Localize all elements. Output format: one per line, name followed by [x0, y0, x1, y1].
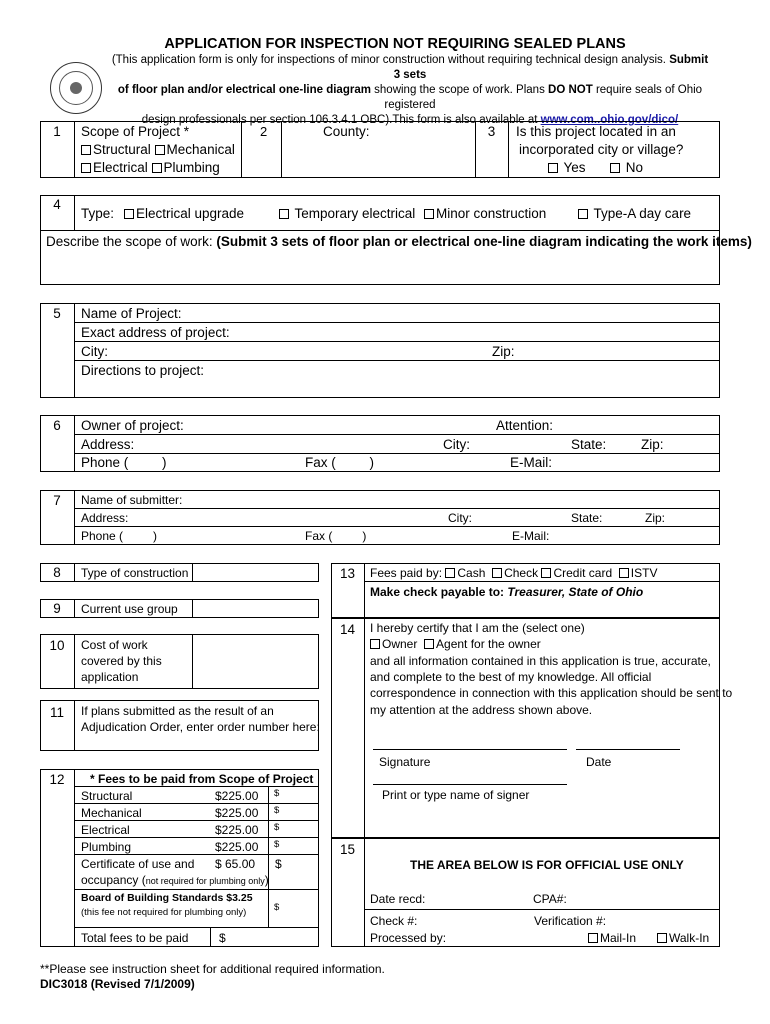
fee-mechanical-dollar: $ — [274, 805, 280, 816]
intro-line1: (This application form is only for inspections of minor construction without requiring technical design analysis. — [111, 54, 670, 66]
section-15-number: 15 — [339, 842, 356, 857]
date-label: Date — [586, 755, 612, 769]
option-label: Agent for the owner — [436, 637, 541, 651]
fee-bbs-note: (this fee not required for plumbing only) — [81, 907, 247, 918]
fee-plumbing-label: Plumbing — [81, 840, 132, 854]
option-label: Mechanical — [166, 142, 235, 157]
fee-plumbing-dollar: $ — [274, 839, 280, 850]
cost-label-1: Cost of work — [81, 638, 148, 652]
project-city-label: City: — [81, 344, 108, 359]
fee-electrical-dollar: $ — [274, 822, 280, 833]
fee-occupancy-label — [81, 873, 269, 888]
submitter-address-label: Address: — [81, 511, 129, 525]
form-id: DIC3018 (Revised 7/1/2009) — [40, 977, 195, 991]
submitter-fax-label: Fax ( ) — [305, 529, 367, 543]
cost-label-2: covered by this — [81, 654, 162, 668]
checkbox[interactable] — [578, 209, 588, 219]
option-label: Cash — [457, 566, 486, 580]
date-recd-label: Date recd: — [370, 892, 426, 906]
verification-label: Verification #: — [534, 914, 607, 928]
scope-structural[interactable] — [81, 142, 235, 158]
fee-mechanical-amount: $225.00 — [215, 806, 259, 820]
payable-label: Make check payable to: — [370, 585, 508, 599]
option-label: Electrical upgrade — [136, 206, 245, 221]
checkbox-cash[interactable] — [445, 568, 455, 578]
project-address-label: Exact address of project: — [81, 325, 230, 340]
checkbox[interactable] — [610, 163, 620, 173]
checkbox-credit[interactable] — [541, 568, 551, 578]
section-7-number: 7 — [53, 493, 61, 508]
occupancy-text: occupancy ( — [81, 873, 146, 887]
total-fees-label: Total fees to be paid — [81, 931, 189, 945]
certify-line-4: and complete to the best of my knowledge. All official — [370, 670, 652, 684]
type-label: Type: — [81, 206, 115, 221]
section-12-number: 12 — [49, 772, 65, 787]
print-name-line[interactable] — [373, 784, 567, 785]
project-zip-label: Zip: — [492, 344, 515, 359]
section-13-number: 13 — [339, 566, 356, 581]
checkbox[interactable] — [152, 163, 162, 173]
checkbox[interactable] — [124, 209, 134, 219]
option-label: Electrical — [93, 160, 148, 175]
section-4-number: 4 — [53, 197, 61, 212]
certify-line-5: correspondence in connection with this application should be sent to — [370, 686, 733, 700]
submitter-city-label: City: — [448, 511, 472, 525]
option-label: Owner — [382, 637, 418, 651]
certify-line-1: I hereby certify that I am the (select one) — [370, 621, 585, 635]
option-label: Yes — [563, 160, 586, 175]
construction-type-label: Type of construction — [81, 566, 189, 580]
checkbox[interactable] — [548, 163, 558, 173]
certify-line-3: and all information contained in this application is true, accurate, — [370, 654, 711, 668]
section-9-number: 9 — [53, 601, 61, 616]
owner-phone-label: Phone ( ) — [81, 455, 167, 470]
fee-structural-label: Structural — [81, 789, 133, 803]
total-fees-dollar: $ — [219, 931, 226, 945]
incorporated-question-1: Is this project located in an — [516, 124, 676, 139]
cpa-label: CPA#: — [533, 892, 567, 906]
fees-title: * Fees to be paid from Scope of Project — [90, 772, 314, 786]
owner-email-label: E-Mail: — [510, 455, 553, 470]
incorporated-no[interactable] — [610, 160, 643, 176]
fee-plumbing-amount: $225.00 — [215, 840, 259, 854]
website-link[interactable]: www.com..ohio.gov/dico/ — [540, 114, 679, 126]
option-label: Walk-In — [669, 931, 710, 945]
option-label: Plumbing — [163, 160, 220, 175]
use-group-label: Current use group — [81, 602, 178, 616]
mail-in-option[interactable] — [588, 931, 636, 945]
intro-line2-bold: of floor plan and/or electrical one-line diagram — [117, 84, 371, 96]
scope-electrical[interactable] — [81, 160, 220, 176]
section-14-number: 14 — [339, 622, 356, 637]
fee-certificate-amount: $ 65.00 — [215, 857, 256, 871]
incorporated-question-2: incorporated city or village? — [519, 142, 684, 157]
attention-label: Attention: — [496, 418, 554, 433]
signature-label: Signature — [379, 755, 431, 769]
official-use-heading: THE AREA BELOW IS FOR OFFICIAL USE ONLY — [410, 858, 684, 872]
submitter-state-label: State: — [571, 511, 603, 525]
type-temporary-electrical[interactable] — [279, 206, 415, 222]
option-label: ISTV — [630, 566, 658, 580]
fee-structural-amount: $225.00 — [215, 789, 259, 803]
cost-label-3: application — [81, 670, 139, 684]
option-label: Check — [504, 566, 539, 580]
section-5-number: 5 — [53, 306, 61, 321]
checkbox[interactable] — [657, 933, 667, 943]
incorporated-yes[interactable] — [548, 160, 586, 176]
fee-certificate-label: Certificate of use and — [81, 857, 195, 871]
checkbox[interactable] — [588, 933, 598, 943]
option-label: Minor construction — [436, 206, 547, 221]
fee-structural-dollar: $ — [274, 788, 280, 799]
section-6-number: 6 — [53, 418, 61, 433]
occupancy-paren: ) — [264, 873, 269, 887]
occupancy-note: not required for plumbing only — [145, 876, 265, 886]
type-electrical-upgrade[interactable] — [124, 206, 244, 222]
owner-label: Owner of project: — [81, 418, 184, 433]
adjudication-label-2: Adjudication Order, enter order number here: — [81, 720, 320, 734]
intro-text — [110, 53, 710, 128]
checkbox-istv[interactable] — [619, 568, 629, 578]
page-title: APPLICATION FOR INSPECTION NOT REQUIRING SEALED PLANS — [164, 36, 626, 52]
payable-name: Treasurer, State of Ohio — [507, 585, 644, 599]
certify-owner-agent — [370, 637, 541, 651]
fee-electrical-amount: $225.00 — [215, 823, 259, 837]
submitter-email-label: E-Mail: — [512, 529, 550, 543]
county-label: County: — [323, 124, 370, 139]
type-minor-construction[interactable] — [424, 206, 546, 222]
processed-by-label: Processed by: — [370, 931, 447, 945]
project-name-label: Name of Project: — [81, 306, 182, 321]
seal-emblem — [70, 82, 82, 94]
print-name-label: Print or type name of signer — [382, 788, 530, 802]
section-2-number-2: 2 — [260, 124, 268, 139]
checkbox-check[interactable] — [492, 568, 502, 578]
scope-description-label — [46, 234, 752, 250]
submitter-phone-label: Phone ( ) — [81, 529, 158, 543]
seal-inner-ring — [59, 71, 93, 105]
checkbox-agent[interactable] — [424, 639, 434, 649]
section-14-box — [331, 618, 720, 838]
check-number-label: Check #: — [370, 914, 418, 928]
submitter-zip-label: Zip: — [645, 511, 666, 525]
checkbox[interactable] — [81, 145, 91, 155]
intro-do-not: DO NOT — [548, 84, 593, 96]
submitter-name-label: Name of submitter: — [81, 493, 183, 507]
walk-in-option[interactable] — [657, 931, 709, 945]
footer-note: **Please see instruction sheet for additional required information. — [40, 962, 385, 976]
section-1-number: 1 — [53, 124, 61, 139]
checkbox[interactable] — [279, 209, 289, 219]
checkbox[interactable] — [155, 145, 165, 155]
scope-desc-prefix: Describe the scope of work: — [46, 234, 217, 249]
option-label: Type-A day care — [593, 206, 692, 221]
owner-state-label: State: — [571, 437, 607, 452]
owner-zip-label: Zip: — [641, 437, 664, 452]
section-10-number: 10 — [49, 638, 65, 653]
section-8-number: 8 — [53, 565, 61, 580]
option-label: Temporary electrical — [294, 206, 416, 221]
scope-label: Scope of Project * — [81, 124, 190, 139]
ohio-seal — [50, 62, 102, 114]
payable-to — [370, 585, 643, 599]
intro-line3: design professionals per section 106.3.4.1 OBC).This form is also available at — [141, 114, 541, 126]
fee-mechanical-label: Mechanical — [81, 806, 142, 820]
section-3-number: 3 — [487, 124, 496, 139]
owner-address-label: Address: — [81, 437, 135, 452]
option-label: Structural — [93, 142, 151, 157]
checkbox-owner[interactable] — [370, 639, 380, 649]
intro-line2: showing the scope of work. Plans — [370, 84, 549, 96]
intro-line1-bold: Submit 3 sets — [393, 54, 709, 81]
fees-paid-label: Fees paid by: — [370, 566, 443, 580]
section-11-number: 11 — [49, 705, 64, 720]
option-label: No — [625, 160, 644, 175]
fee-certificate-dollar: $ — [275, 857, 282, 871]
fee-electrical-label: Electrical — [81, 823, 130, 837]
intro-line2-end: require seals of Ohio registered — [384, 84, 703, 111]
date-line[interactable] — [576, 749, 680, 750]
fee-bbs-dollar: $ — [274, 902, 280, 913]
scope-desc-instruction: (Submit 3 sets of floor plan or electrical one-line diagram indicating the work items) — [216, 234, 752, 249]
signature-line[interactable] — [373, 749, 567, 750]
scope-description-field[interactable] — [46, 252, 714, 282]
fees-paid-by — [370, 566, 657, 580]
owner-fax-label: Fax ( ) — [305, 455, 375, 470]
option-label: Mail-In — [600, 931, 637, 945]
type-a-day-care[interactable] — [578, 206, 691, 222]
fee-bbs-label: Board of Building Standards $3.25 — [81, 892, 253, 904]
checkbox[interactable] — [424, 209, 434, 219]
owner-city-label: City: — [443, 437, 470, 452]
checkbox[interactable] — [81, 163, 91, 173]
adjudication-label-1: If plans submitted as the result of an — [81, 704, 274, 718]
option-label: Credit card — [553, 566, 613, 580]
directions-label: Directions to project: — [81, 363, 205, 378]
certify-line-6: my attention at the address shown above. — [370, 703, 593, 717]
